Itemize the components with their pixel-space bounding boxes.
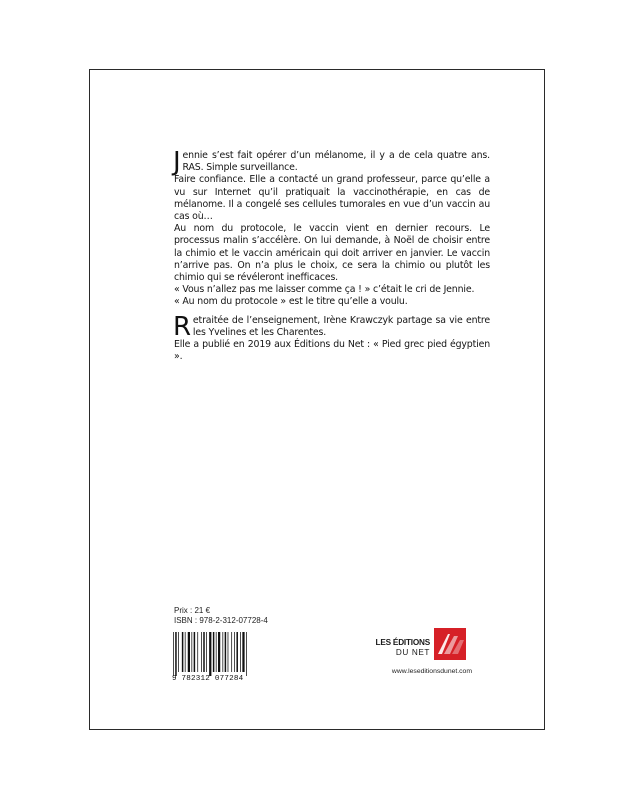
barcode-digits: 9 782312 077284 bbox=[172, 675, 244, 683]
isbn-label: ISBN : 978-2-312-07728-4 bbox=[174, 616, 268, 625]
price-label: Prix : 21 € bbox=[174, 606, 211, 615]
barcode-bar bbox=[246, 632, 247, 676]
barcode-bar bbox=[228, 632, 229, 672]
author-bio-text-1: etraitée de l’enseignement, Irène Krawczyk partage sa vie entre les Yvelines et les Charentes. bbox=[192, 314, 490, 338]
barcode-bar bbox=[236, 632, 238, 672]
back-cover bbox=[89, 69, 545, 730]
barcode-bar bbox=[197, 632, 198, 672]
barcode-bar bbox=[213, 632, 215, 672]
publisher-logo-icon bbox=[434, 628, 466, 660]
publisher-website[interactable]: www.leseditionsdunet.com bbox=[391, 668, 472, 675]
barcode-bar bbox=[209, 632, 211, 676]
drop-cap-j: J bbox=[173, 147, 181, 177]
barcode-bar bbox=[242, 632, 244, 672]
author-bio-paragraph-1 bbox=[173, 311, 490, 342]
publisher-name-line2: DU NET bbox=[395, 648, 430, 657]
barcode-bar bbox=[182, 632, 184, 672]
barcode bbox=[172, 632, 254, 683]
barcode-bar bbox=[206, 632, 207, 672]
price-isbn-block bbox=[174, 606, 268, 626]
barcode-bars bbox=[172, 632, 254, 676]
barcode-bar bbox=[240, 632, 241, 672]
publisher-logo bbox=[360, 626, 472, 666]
barcode-bar bbox=[185, 632, 186, 672]
publisher-name-line1: LES ÉDITIONS bbox=[375, 638, 430, 647]
barcode-bar bbox=[194, 632, 196, 672]
barcode-bar bbox=[218, 632, 220, 672]
barcode-bar bbox=[178, 632, 179, 672]
synopsis-text-1: ennie s’est fait opérer d’un mélanome, il y a de cela quatre ans. RAS. Simple surveillance. bbox=[182, 150, 490, 174]
barcode-bar bbox=[188, 632, 190, 672]
barcode-bar bbox=[231, 632, 232, 672]
drop-cap-r: R bbox=[173, 311, 191, 342]
barcode-bar bbox=[225, 632, 227, 672]
barcode-bar bbox=[222, 632, 223, 672]
synopsis-paragraph-2: Faire confiance. Elle a contacté un grand professeur, parce qu’elle a vu sur Internet qu’il pratiquait la vaccinothérapie, en cas de mélanome. Il a congelé ses cellules tumorales en vue d’un vaccin au cas où… bbox=[174, 174, 490, 223]
barcode-bar bbox=[203, 632, 205, 672]
synopsis-paragraph-3: Au nom du protocole, le vaccin vient en dernier recours. Le processus malin s’accélère. On lui demande, à Noël de choisir entre la chimio et le vaccin américain qui doit arriver en janvier. Le vaccin n’arrive pas. On n’a plus le choix, ce sera la chimio ou plutôt les chimio qui se révéleront inefficaces. bbox=[174, 223, 490, 284]
barcode-bar bbox=[234, 632, 235, 672]
back-cover-text bbox=[173, 147, 490, 363]
barcode-bar bbox=[201, 632, 202, 672]
synopsis-paragraph-1 bbox=[173, 147, 490, 177]
author-bio-paragraph-2: Elle a publié en 2019 aux Éditions du Net : « Pied grec pied égyptien ». bbox=[174, 339, 490, 363]
barcode-bar bbox=[173, 632, 174, 676]
barcode-bar bbox=[216, 632, 217, 672]
synopsis-paragraph-4: « Vous n’allez pas me laisser comme ça ! » c’était le cri de Jennie. bbox=[174, 284, 475, 296]
barcode-bar bbox=[175, 632, 177, 676]
barcode-bar bbox=[191, 632, 192, 672]
synopsis-paragraph-5: « Au nom du protocole » est le titre qu’elle a voulu. bbox=[174, 296, 408, 308]
